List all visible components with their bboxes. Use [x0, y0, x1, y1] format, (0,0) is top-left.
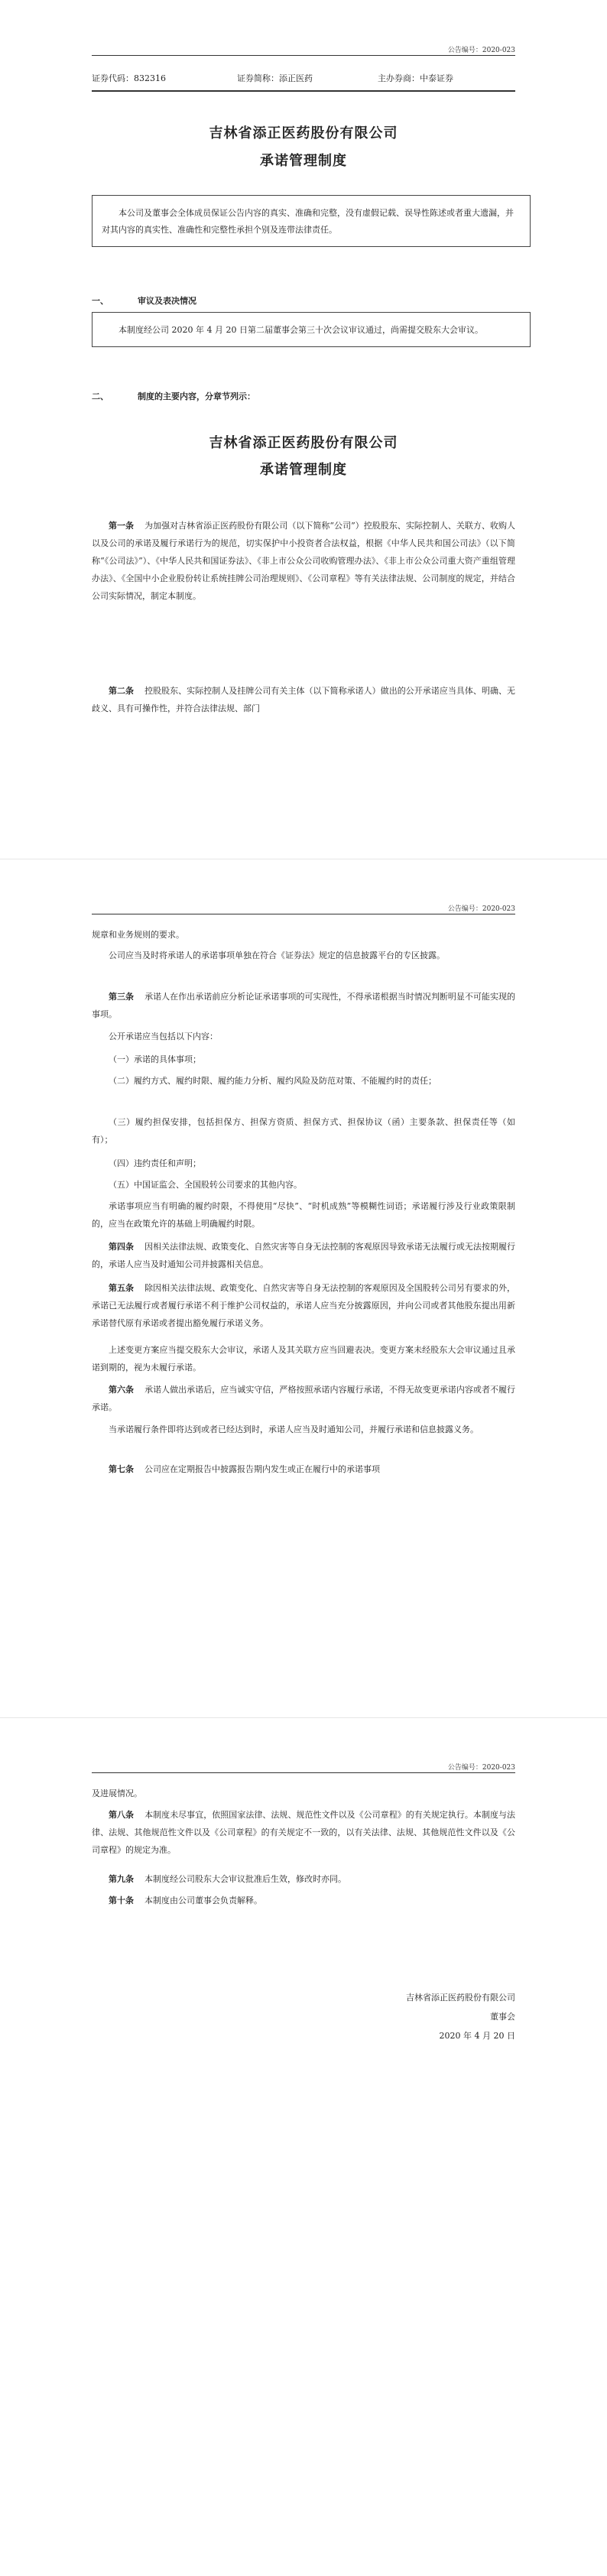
sponsor-broker: 主办券商：中泰证券 — [378, 73, 453, 83]
article-3-para-2: 公开承诺应当包括以下内容： — [109, 1031, 218, 1041]
article-2-continued: 规章和业务规则的要求。 — [92, 930, 184, 940]
page-2 — [0, 859, 607, 1717]
article-3-para-3: 承诺事项应当有明确的履约时限，不得使用“尽快”、“时机成熟”等模糊性词语；承诺履行涉及行业政策限制的，应当在政策允许的基础上明确履约时限。 — [92, 1201, 515, 1229]
article-3 — [92, 988, 515, 1023]
article-7 — [92, 1460, 515, 1478]
article-2 — [92, 682, 515, 717]
section-1-heading — [92, 294, 196, 307]
article-6-label: 第六条 — [109, 1385, 135, 1395]
article-9-text: 本制度经公司股东大会审议批准后生效，修改时亦同。 — [144, 1874, 346, 1884]
article-10-label: 第十条 — [109, 1895, 134, 1905]
info-rule — [92, 90, 515, 92]
article-1-label: 第一条 — [109, 521, 135, 531]
page-3 — [0, 1717, 607, 2576]
article-6 — [92, 1381, 515, 1416]
signature-company: 吉林省添正医药股份有限公司 — [406, 1993, 515, 2003]
article-8-text: 本制度未尽事宜，依照国家法律、法规、规范性文件以及《公司章程》的有关规定执行。本制度与法律、法规、其他规范性文件以及《公司章程》的有关规定不一致的，以有关法律、法规、其他规范性文件以及《公司章程》的规定为准。 — [92, 1810, 516, 1855]
article-3-item-4: （四）违约责任和声明； — [109, 1158, 201, 1168]
stock-code: 证券代码：832316 — [92, 73, 166, 83]
article-9 — [92, 1870, 515, 1888]
document-title: 承诺管理制度 — [260, 153, 347, 169]
section-1-box: 本制度经公司 2020 年 4 月 20 日第二届董事会第三十次会议审议通过，尚需提交股东大会审议。 — [92, 312, 531, 347]
article-1-text: 为加强对吉林省添正医药股份有限公司（以下简称“公司”）控股股东、实际控制人、关联方、收购人以及公司的承诺及履行承诺行为的规范，切实保护中小投资者合法权益，根据《中华人民共和国公司法》（以下简称“《公司法》”）、《中华人民共和国证券法》、《非上市公众公司收购管理办法》、《非上市公众公司重大资产重组管理办法》、《全国中小企业股份转让系统挂牌公司治理规则》、《公司章程》等有关法律法规、公司制度的规定，并结合公司实际情况，制定本制度。 — [92, 521, 516, 601]
article-4-label: 第四条 — [109, 1242, 135, 1252]
section-1-title: 审议及表决情况 — [138, 296, 196, 306]
article-3-item-5: （五）中国证监会、全国股转公司要求的其他内容。 — [109, 1180, 302, 1190]
article-9-label: 第九条 — [109, 1874, 134, 1884]
article-2-text: 控股股东、实际控制人及挂牌公司有关主体（以下简称承诺人）做出的公开承诺应当具体、明确、无歧义、具有可操作性，并符合法律法规、部门 — [92, 686, 516, 713]
article-5 — [92, 1279, 515, 1332]
article-10 — [92, 1892, 515, 1909]
article-7-continued: 及进展情况。 — [92, 1788, 142, 1798]
article-2-label: 第二条 — [109, 686, 135, 696]
article-5-para-2: 上述变更方案应当提交股东大会审议，承诺人及其关联方应当回避表决。变更方案未经股东大会审议通过且承诺到期的，视为未履行承诺。 — [92, 1345, 515, 1372]
article-5-label: 第五条 — [109, 1283, 135, 1293]
section-2-number: 二、 — [92, 391, 109, 401]
company-title: 吉林省添正医药股份有限公司 — [209, 125, 398, 141]
article-3-item-1: （一）承诺的具体事项； — [109, 1054, 201, 1064]
announcement-number: 公告编号：2020-023 — [447, 47, 515, 54]
announcement-number: 公告编号：2020-023 — [447, 1764, 515, 1772]
article-5-text: 除因相关法律法规、政策变化、自然灾害等自身无法控制的客观原因及全国股转公司另有要求的外，承诺已无法履行或者履行承诺不利于维护公司权益的，承诺人应当充分披露原因，并向公司或者其他股东提出用新承诺替代原有承诺或者提出豁免履行承诺义务。 — [92, 1283, 516, 1328]
stock-info-bar — [92, 69, 515, 87]
announcement-number: 公告编号：2020-023 — [447, 905, 515, 913]
article-1 — [92, 517, 515, 605]
article-7-label: 第七条 — [109, 1464, 134, 1474]
article-3-label: 第三条 — [109, 992, 135, 1002]
header-rule — [92, 55, 515, 56]
board-statement-box: 本公司及董事会全体成员保证公告内容的真实、准确和完整，没有虚假记载、误导性陈述或者重大遗漏，并对其内容的真实性、准确性和完整性承担个别及连带法律责任。 — [92, 195, 531, 247]
article-6-text: 承诺人做出承诺后，应当诚实守信，严格按照承诺内容履行承诺，不得无故变更承诺内容或者不履行承诺。 — [92, 1385, 516, 1412]
signature-date: 2020 年 4 月 20 日 — [439, 2031, 515, 2041]
stock-short-name: 证券简称：添正医药 — [237, 73, 313, 83]
page-1 — [0, 0, 607, 859]
article-3-item-2: （二）履约方式、履约时限、履约能力分析、履约风险及防范对策、不能履约时的责任； — [109, 1076, 437, 1086]
section-2-heading — [92, 390, 255, 402]
article-8 — [92, 1806, 515, 1859]
article-6-para-2: 当承诺履行条件即将达到或者已经达到时，承诺人应当及时通知公司，并履行承诺和信息披露义务。 — [109, 1424, 479, 1434]
section-1-number: 一、 — [92, 296, 109, 306]
article-3-item-3: （三）履约担保安排，包括担保方、担保方资质、担保方式、担保协议（函）主要条款、担保责任等（如有）； — [92, 1117, 515, 1145]
article-4-text: 因相关法律法规、政策变化、自然灾害等自身无法控制的客观原因导致承诺无法履行或无法按期履行的，承诺人应当及时通知公司并披露相关信息。 — [92, 1242, 516, 1269]
body-company-title: 吉林省添正医药股份有限公司 — [209, 435, 398, 451]
header-rule — [92, 1772, 515, 1773]
article-4 — [92, 1238, 515, 1273]
signature-block — [406, 1988, 515, 2045]
article-10-text: 本制度由公司董事会负责解释。 — [144, 1895, 262, 1905]
article-3-text: 承诺人在作出承诺前应分析论证承诺事项的可实现性，不得承诺根据当时情况判断明显不可能实现的事项。 — [92, 992, 516, 1019]
article-8-label: 第八条 — [109, 1810, 135, 1820]
article-7-text: 公司应在定期报告中披露报告期内发生或正在履行中的承诺事项 — [144, 1464, 380, 1474]
section-2-title: 制度的主要内容，分章节列示： — [138, 391, 255, 401]
signature-board: 董事会 — [490, 2012, 515, 2022]
article-2-para-2: 公司应当及时将承诺人的承诺事项单独在符合《证券法》规定的信息披露平台的专区披露。 — [109, 950, 445, 960]
body-document-title: 承诺管理制度 — [260, 462, 347, 478]
